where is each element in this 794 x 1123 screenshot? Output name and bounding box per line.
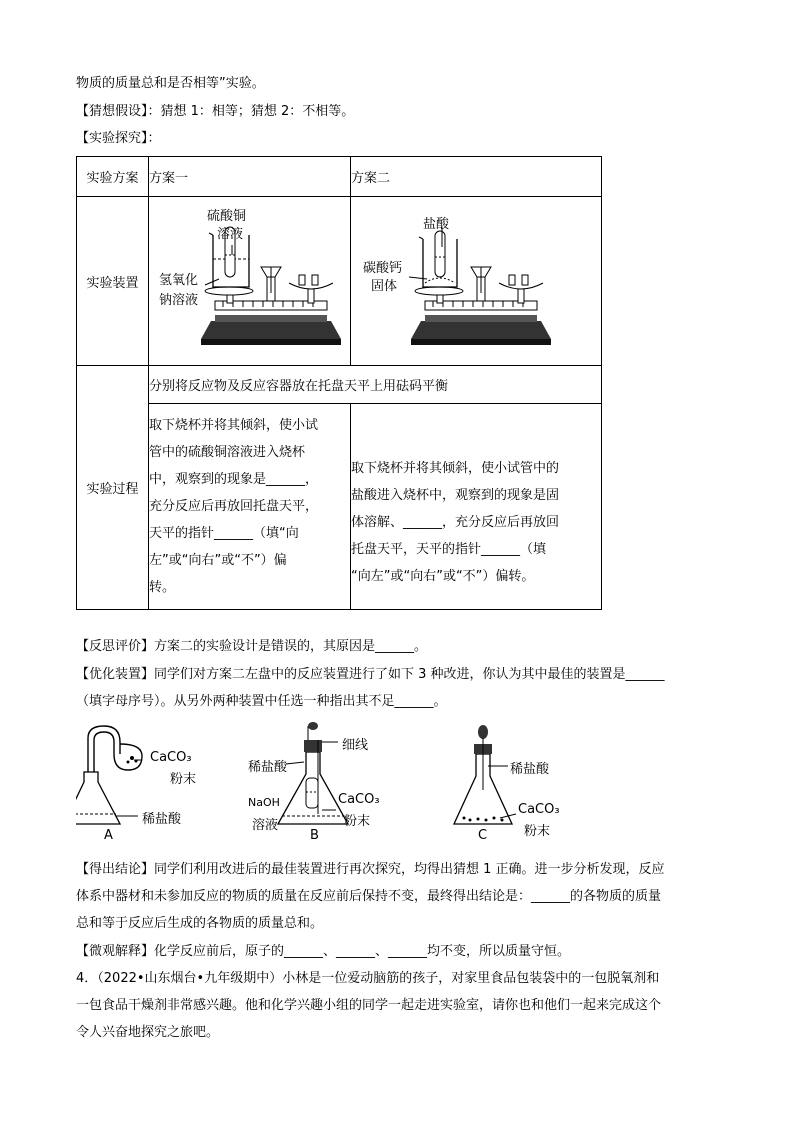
fig-c-caco3: CaCO₃ xyxy=(518,802,560,817)
apparatus-figures xyxy=(76,720,596,845)
micro-line: 【微观解释】化学反应前后，原子的______、______、______均不变，所以质量守恒。 xyxy=(76,944,571,959)
plan1-process-line: 左”或“向右”或“不”）偏 xyxy=(149,553,287,568)
question4-line-1: 4．（2022•山东烟台•九年级期中）小林是一位爱动脑筋的孩子，对家里食品包装袋中的一包脱氧剂和 xyxy=(76,971,660,986)
conclusion-line-1: 【得出结论】同学们利用改进后的最佳装置进行再次探究，均得出猜想 1 正确。进一步分析发现，反应 xyxy=(76,862,665,877)
fig-b-caco3: CaCO₃ xyxy=(338,792,380,807)
label-cuso4-1: 硫酸铜 xyxy=(207,209,247,224)
experiment-table xyxy=(76,156,602,610)
plan2-process-line: 取下烧杯并将其倾斜，使小试管中的 xyxy=(351,460,560,476)
intro-line: 物质的质量总和是否相等”实验。 xyxy=(76,76,265,91)
fig-b-powder: 粉末 xyxy=(344,814,371,829)
fig-a-caco3: CaCO₃ xyxy=(150,750,192,765)
plan1-process-line: 管中的硫酸铜溶液进入烧杯 xyxy=(149,445,306,460)
fig-c-letter: C xyxy=(478,828,488,843)
plan2-device-figure xyxy=(351,197,602,366)
explore-heading: 【实验探究】： xyxy=(76,131,161,146)
conclusion-line-2: 体系中器材和未参加反应的物质的质量在反应前后保持不变，最终得出结论是：______的各物质的质量 xyxy=(76,889,662,904)
table-header-plan: 实验方案 xyxy=(77,157,149,197)
label-hcl: 盐酸 xyxy=(423,217,450,232)
device-row-label: 实验装置 xyxy=(77,197,149,366)
plan2-process-line: 盐酸进入烧杯中，观察到的现象是固 xyxy=(351,487,560,503)
fig-b-naoh-1: NaOH xyxy=(248,796,280,809)
plan1-process xyxy=(149,404,351,610)
plan2-process-line: 体溶解、______，充分反应后再放回 xyxy=(351,514,560,530)
label-caco3-2: 固体 xyxy=(371,279,398,294)
fig-b-acid: 稀盐酸 xyxy=(248,760,288,775)
optimize-line-1: 【优化装置】同学们对方案二左盘中的反应装置进行了如下 3 种改进，你认为其中最佳的装置是______ xyxy=(76,667,665,682)
question4-line-2: 一包食品干燥剂非常感兴趣。他和化学兴趣小组的同学一起走进实验室，请你也和他们一起来完成这个 xyxy=(76,998,662,1013)
process-row-label: 实验过程 xyxy=(77,366,149,610)
plan1-process-line: 中，观察到的现象是______， xyxy=(149,472,319,487)
hypothesis-line: 【猜想假设】：猜想 1：相等；猜想 2：不相等。 xyxy=(76,104,355,119)
process-common: 分别将反应物及反应容器放在托盘天平上用砝码平衡 xyxy=(149,366,602,404)
fig-b-letter: B xyxy=(310,828,319,843)
label-naoh-1: 氢氧化 xyxy=(159,273,199,288)
table-header-plan2: 方案二 xyxy=(351,157,602,197)
label-caco3-1: 碳酸钙 xyxy=(363,261,403,276)
plan1-process-line: 转。 xyxy=(149,580,176,595)
conclusion-line-3: 总和等于反应后生成的各物质的质量总和。 xyxy=(76,916,324,931)
fig-a-powder: 粉末 xyxy=(170,772,197,787)
optimize-line-2: （填字母序号）。从另外两种装置中任选一种指出其不足______。 xyxy=(76,694,447,709)
table-header-plan1: 方案一 xyxy=(149,157,351,197)
label-cuso4-2: 溶液 xyxy=(217,227,244,242)
fig-c-acid: 稀盐酸 xyxy=(510,762,550,777)
fig-a-acid: 稀盐酸 xyxy=(142,812,182,827)
plan2-process-line: 托盘天平，天平的指针______（填 xyxy=(351,541,547,557)
plan2-process xyxy=(351,404,602,610)
label-naoh-2: 钠溶液 xyxy=(159,293,199,308)
fig-b-naoh-2: 溶液 xyxy=(252,818,279,833)
plan1-process-line: 充分反应后再放回托盘天平， xyxy=(149,499,319,514)
plan1-process-line: 取下烧杯并将其倾斜，使小试 xyxy=(149,418,319,433)
plan2-process-line: “向左”或“向右”或“不”）偏转。 xyxy=(351,568,535,584)
question4-line-3: 令人兴奋地探究之旅吧。 xyxy=(76,1025,220,1040)
fig-b-thread: 细线 xyxy=(342,738,369,753)
fig-a-letter: A xyxy=(104,828,113,843)
fig-c-powder: 粉末 xyxy=(524,824,551,839)
plan1-process-line: 天平的指针______（填“向 xyxy=(149,526,299,541)
reflect-line: 【反思评价】方案二的实验设计是错误的，其原因是______。 xyxy=(76,639,428,654)
plan1-device-figure xyxy=(149,197,351,366)
